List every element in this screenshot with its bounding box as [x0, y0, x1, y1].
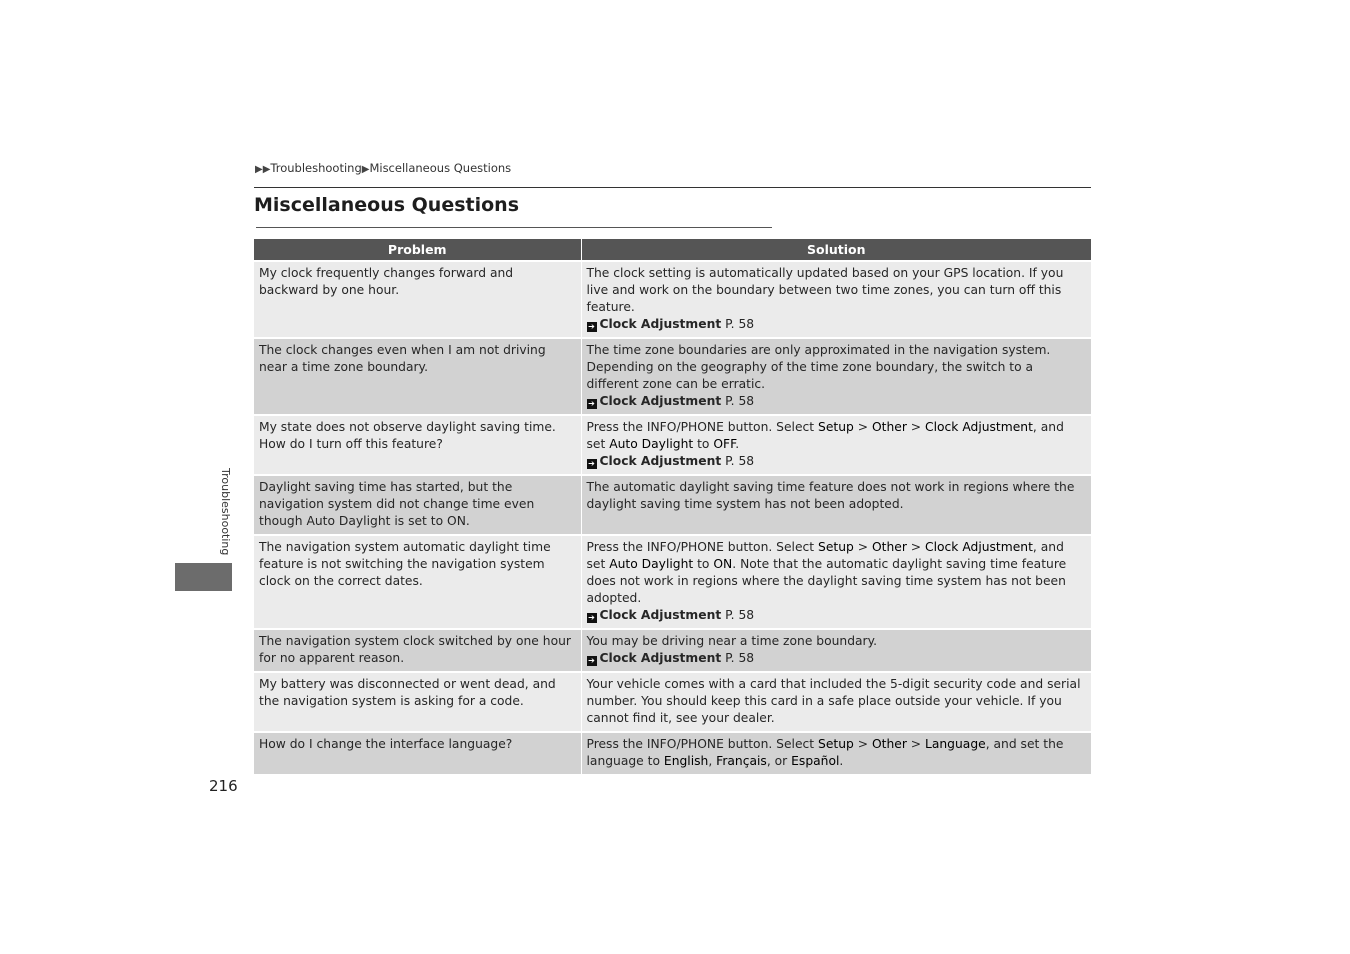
menu-keyword: Auto Daylight: [609, 437, 694, 451]
solution-cell: [581, 629, 1091, 672]
table-header-row: [254, 239, 1091, 261]
solution-text: >: [853, 420, 872, 434]
solution-text: >: [906, 737, 925, 751]
solution-text: >: [853, 737, 872, 751]
problem-cell: The navigation system clock switched by one hour for no apparent reason.: [254, 629, 581, 672]
solution-text: to: [693, 437, 714, 451]
menu-keyword: Setup: [818, 540, 854, 554]
ref-page: P. 58: [721, 317, 755, 331]
menu-keyword: English: [663, 754, 709, 768]
problem-cell: The navigation system automatic daylight time feature is not switching the navigation system clock on the correct dates.: [254, 535, 581, 629]
menu-keyword: Setup: [818, 420, 854, 434]
solution-text: The clock setting is automatically updated based on your GPS location. If you live and work on the boundary between two time zones, you can turn off this feature.: [586, 266, 1064, 314]
solution-cell: [581, 338, 1091, 415]
solution-text: The automatic daylight saving time feature does not work in regions where the daylight saving time system has not been adopted.: [586, 480, 1075, 511]
solution-text: .: [839, 754, 844, 768]
column-header-solution: Solution: [581, 239, 1091, 261]
column-header-problem: Problem: [254, 239, 581, 261]
menu-keyword: Clock Adjustment: [925, 540, 1033, 554]
cross-reference-link[interactable]: [587, 650, 1087, 667]
problem-cell: My battery was disconnected or went dead, and the navigation system is asking for a code.: [254, 672, 581, 732]
solution-cell: [581, 475, 1091, 535]
solution-text: >: [906, 540, 925, 554]
table-row: [254, 672, 1091, 732]
solution-cell: [581, 672, 1091, 732]
problem-cell: My clock frequently changes forward and backward by one hour.: [254, 261, 581, 338]
solution-text: , and set: [586, 540, 1064, 571]
menu-keyword: Other: [871, 540, 907, 554]
title-underline: [256, 227, 772, 228]
cross-reference-link[interactable]: [587, 453, 1087, 470]
ref-title: Clock Adjustment: [599, 394, 722, 408]
breadcrumb-separator-icon: ▶: [361, 164, 370, 175]
side-tab-marker: [175, 563, 232, 591]
arrow-right-icon: ➔: [588, 656, 595, 665]
faq-table: [254, 239, 1091, 774]
problem-cell: The clock changes even when I am not driving near a time zone boundary.: [254, 338, 581, 415]
ref-page: P. 58: [721, 608, 755, 622]
menu-keyword: Setup: [818, 737, 854, 751]
solution-text: , and set the language to: [586, 737, 1064, 768]
ref-title: Clock Adjustment: [599, 651, 722, 665]
arrow-right-icon: ➔: [588, 399, 595, 408]
breadcrumb-current-page: Miscellaneous Questions: [369, 161, 512, 175]
problem-cell: My state does not observe daylight saving time. How do I turn off this feature?: [254, 415, 581, 475]
arrow-right-icon: ➔: [588, 613, 595, 622]
ref-title: Clock Adjustment: [599, 454, 722, 468]
solution-cell: [581, 261, 1091, 338]
ref-page: P. 58: [721, 394, 755, 408]
solution-cell: [581, 535, 1091, 629]
ref-page: P. 58: [721, 454, 755, 468]
solution-text: The time zone boundaries are only approximated in the navigation system. Depending on the geography of the time zone boundary, the switch to a different zone can be erratic.: [586, 343, 1051, 391]
table-row: [254, 475, 1091, 535]
menu-keyword: Español: [791, 754, 840, 768]
menu-keyword: Auto Daylight: [609, 557, 694, 571]
solution-cell: [581, 732, 1091, 774]
menu-keyword: Language: [925, 737, 986, 751]
breadcrumb-section-link[interactable]: Troubleshooting: [270, 161, 362, 175]
arrow-right-icon: ➔: [588, 459, 595, 468]
problem-cell: How do I change the interface language?: [254, 732, 581, 774]
solution-text: , or: [766, 754, 792, 768]
side-tab-label: Troubleshooting: [219, 468, 232, 556]
menu-keyword: ON: [713, 557, 733, 571]
header-divider: [254, 187, 1091, 188]
menu-keyword: OFF: [713, 437, 736, 451]
table-row: [254, 261, 1091, 338]
solution-text: >: [906, 420, 925, 434]
menu-keyword: Other: [871, 420, 907, 434]
table-row: [254, 732, 1091, 774]
table-row: [254, 535, 1091, 629]
menu-keyword: Clock Adjustment: [925, 420, 1033, 434]
page-number: 216: [209, 777, 238, 795]
ref-title: Clock Adjustment: [599, 608, 722, 622]
solution-text: Press the INFO/PHONE button. Select: [586, 540, 819, 554]
ref-page: P. 58: [721, 651, 755, 665]
menu-keyword: Français: [716, 754, 767, 768]
table-row: [254, 629, 1091, 672]
solution-text: . Note that the automatic daylight saving time feature does not work in regions where the daylight saving time system has not been adopted.: [586, 557, 1067, 605]
cross-reference-link[interactable]: [587, 316, 1087, 333]
breadcrumb: [255, 161, 511, 175]
table-row: [254, 338, 1091, 415]
solution-text: >: [853, 540, 872, 554]
solution-text: to: [693, 557, 714, 571]
arrow-right-icon: ➔: [588, 322, 595, 331]
ref-title: Clock Adjustment: [599, 317, 722, 331]
solution-cell: [581, 415, 1091, 475]
page-title: Miscellaneous Questions: [254, 194, 519, 216]
breadcrumb-arrows-icon: ▶▶: [255, 164, 271, 175]
cross-reference-link[interactable]: [587, 393, 1087, 410]
solution-text: .: [735, 437, 740, 451]
solution-text: , and set: [586, 420, 1064, 451]
solution-text: Your vehicle comes with a card that included the 5-digit security code and serial number. You should keep this card in a safe place outside your vehicle. If you cannot find it, see your dealer.: [586, 677, 1081, 725]
table-row: [254, 415, 1091, 475]
cross-reference-link[interactable]: [587, 607, 1087, 624]
menu-keyword: Other: [871, 737, 907, 751]
problem-cell: Daylight saving time has started, but the navigation system did not change time even though Auto Daylight is set to ON.: [254, 475, 581, 535]
solution-text: ,: [708, 754, 717, 768]
solution-text: You may be driving near a time zone boundary.: [586, 634, 878, 648]
solution-text: Press the INFO/PHONE button. Select: [586, 737, 819, 751]
solution-text: Press the INFO/PHONE button. Select: [586, 420, 819, 434]
